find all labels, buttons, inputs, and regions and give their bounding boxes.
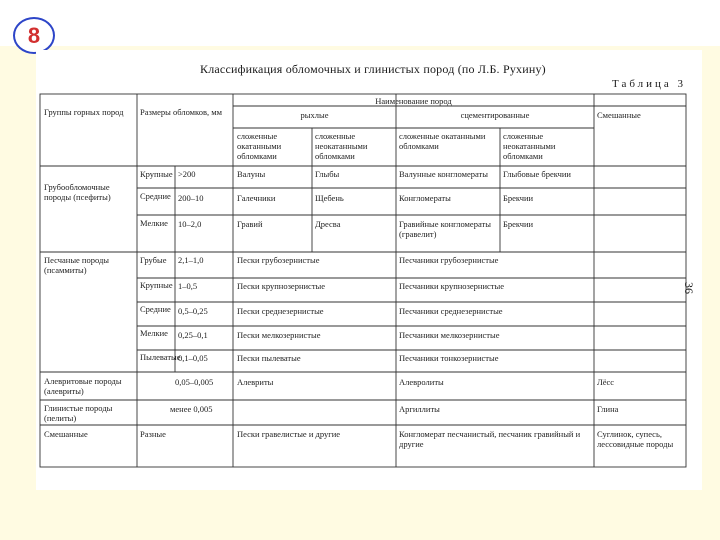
sub-cem-angular: сложенные неокатанными обломками [503, 131, 556, 161]
sub-loose-rounded: сложенные окатанными обломками [237, 131, 282, 161]
table-cell: Конгломераты [399, 193, 451, 203]
table-cell: Лёсс [597, 377, 615, 387]
table-cell: Пески мелкозернистые [237, 330, 321, 340]
table-cell: Песчаники мелкозернистые [399, 330, 500, 340]
table-cell: Алевролиты [399, 377, 444, 387]
table-cell: Пески грубозернистые [237, 255, 320, 265]
table-cell: Глыбы [315, 169, 340, 179]
table-cell: Щебень [315, 193, 344, 203]
table-cell: Пески пылеватые [237, 353, 301, 363]
header-cemented: сцементированные [460, 110, 530, 120]
table-cell: Конгломерат песчанистый, песчаник гравийный и другие [399, 429, 581, 449]
row-label: Пылеватые [140, 352, 181, 362]
table-cell: Галечники [237, 193, 276, 203]
table-label: Таблица 3 [612, 78, 687, 90]
table-cell: Дресва [315, 219, 341, 229]
table-cell: Глина [597, 404, 619, 414]
row-label: Крупные [140, 169, 173, 179]
group-psammites: Песчаные породы (псаммиты) [44, 255, 110, 275]
slide-number: 8 [27, 22, 41, 48]
group-psephites: Грубообломочные породы (псефиты) [44, 182, 111, 202]
row-size: менее 0,005 [170, 404, 213, 414]
table-cell: Гравийные конгломераты (гравелит) [399, 219, 491, 239]
header-mixed: Смешанные [597, 110, 641, 120]
group-clays: Глинистые породы (пелиты) [44, 403, 113, 423]
table-cell: Песчаники грубозернистые [399, 255, 499, 265]
table-cell: Пески среднезернистые [237, 306, 324, 316]
sub-cem-rounded: сложенные окатанными обломками [399, 131, 486, 151]
row-size: 0,5–0,25 [178, 306, 208, 316]
table-cell: Аргиллиты [399, 404, 440, 414]
group-mixed: Смешанные [44, 429, 88, 439]
row-size: >200 [178, 169, 196, 179]
document-title: Классификация обломочных и глинистых пород (по Л.Б. Рухину) [200, 62, 546, 76]
row-size: 2,1–1,0 [178, 255, 204, 265]
header-sizes: Размеры обломков, мм [140, 107, 223, 117]
row-label: Средние [140, 304, 171, 314]
header-groups: Группы горных пород [44, 107, 124, 117]
row-size: 1–0,5 [178, 281, 198, 291]
row-size: 0,1–0,05 [178, 353, 208, 363]
table-cell: Пески гравелистые и другие [237, 429, 341, 439]
row-size: 200–10 [178, 193, 204, 203]
row-label: Грубые [140, 255, 167, 265]
group-aleurites: Алевритовые породы (алевриты) [44, 376, 122, 396]
row-size: 0,25–0,1 [178, 330, 208, 340]
table-cell: Валуны [237, 169, 266, 179]
row-label: Крупные [140, 280, 173, 290]
table-cell: Песчаники крупнозернистые [399, 281, 504, 291]
table-cell: Алевриты [237, 377, 274, 387]
table-cell: Брекчии [503, 193, 534, 203]
table-cell: Пески крупнозернистые [237, 281, 326, 291]
row-label: Средние [140, 191, 171, 201]
row-size: 0,05–0,005 [175, 377, 214, 387]
table-cell: Брекчии [503, 219, 534, 229]
table-cell: Гравий [237, 219, 263, 229]
table-cell: Суглинок, супесь, лессовидные породы [597, 429, 674, 449]
table-cell: Глыбовые брекчии [503, 169, 571, 179]
row-size: 10–2,0 [178, 219, 202, 229]
header-names: Наименование пород [375, 96, 452, 106]
page-number: 36 [682, 282, 696, 294]
table-cell: Валунные конгломераты [399, 169, 488, 179]
row-size: Разные [140, 429, 166, 439]
header-loose: рыхлые [300, 110, 329, 120]
sub-loose-angular: сложенные неокатанными обломками [315, 131, 368, 161]
row-label: Мелкие [140, 218, 168, 228]
table-cell: Песчаники тонкозернистые [399, 353, 499, 363]
row-label: Мелкие [140, 328, 168, 338]
table-cell: Песчаники среднезернистые [399, 306, 503, 316]
